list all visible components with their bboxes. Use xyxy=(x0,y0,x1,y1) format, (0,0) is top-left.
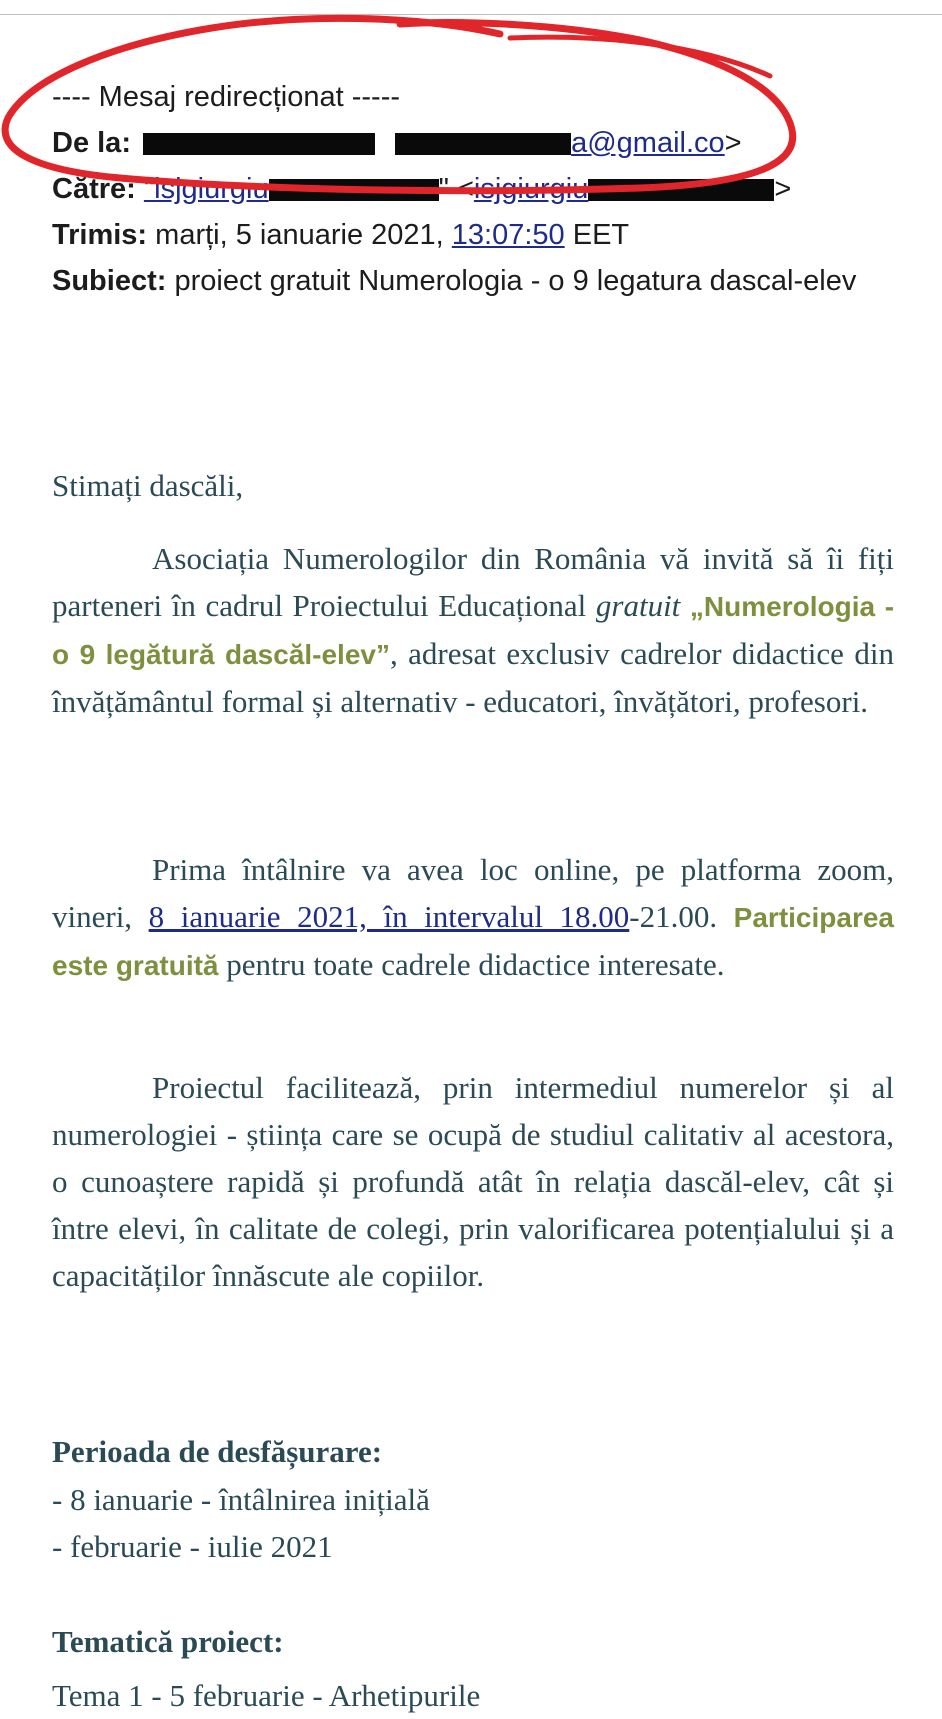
sent-date: marți, 5 ianuarie 2021, xyxy=(155,219,444,251)
from-gt: > xyxy=(724,127,742,159)
paragraph-meeting xyxy=(52,846,894,989)
meeting-date-link[interactable]: 8 ianuarie 2021, în intervalul 18.00 xyxy=(148,899,630,934)
subject-line xyxy=(52,258,894,304)
subject-label: Subiect: xyxy=(52,265,167,297)
list-item: - februarie - iulie 2021 xyxy=(52,1529,333,1564)
free-participation: Participarea este gratuită xyxy=(52,902,894,981)
redacted-sender-email xyxy=(395,133,571,155)
sent-line xyxy=(52,212,629,258)
p2-time-end: -21.00. xyxy=(629,899,718,934)
tema-line: Tema 1 - 5 februarie - Arhetipurile xyxy=(52,1678,481,1713)
section-title-perioada: Perioada de desfășurare: xyxy=(52,1434,383,1469)
section-title-tematica: Tematică proiect: xyxy=(52,1624,284,1659)
p1-italic: gratuit xyxy=(595,588,681,623)
sent-time-link[interactable]: 13:07:50 xyxy=(451,219,565,251)
to-email-text: isjgiurgiu xyxy=(473,173,589,205)
to-label: Către: xyxy=(52,173,136,205)
from-line xyxy=(52,120,742,166)
perioada-list xyxy=(52,1476,430,1570)
redacted-to-name xyxy=(269,179,439,201)
p2-text: Prima întâlnire va avea loc online, pe platforma zoom, vineri, xyxy=(52,852,894,934)
from-email-link[interactable]: a@gmail.co xyxy=(571,127,725,159)
paragraph-invitation xyxy=(52,535,894,725)
to-gt: > xyxy=(774,173,792,205)
redacted-to-email xyxy=(588,179,774,201)
project-title: „Numerologia - o 9 legătură dascăl-elev” xyxy=(52,591,895,670)
forwarded-label: ---- Mesaj redirecționat ----- xyxy=(52,81,401,113)
greeting: Stimați dascăli, xyxy=(52,468,244,503)
to-line xyxy=(52,166,791,212)
redacted-sender-name xyxy=(143,133,375,155)
to-quote-end: " < xyxy=(438,173,474,205)
subject-text: proiect gratuit Numerologia - o 9 legatura dascal-elev xyxy=(174,265,857,297)
p2-text-end: pentru toate cadrele didactice interesate. xyxy=(226,947,725,982)
top-divider xyxy=(0,14,942,15)
list-item: - 8 ianuarie - întâlnirea inițială xyxy=(52,1482,430,1517)
to-email-link[interactable] xyxy=(474,173,774,205)
sent-timezone: EET xyxy=(572,219,630,251)
sent-label: Trimis: xyxy=(52,219,148,251)
paragraph-project: Proiectul facilitează, prin intermediul numerelor și al numerologiei - știința care se ocupă de studiul calitativ al acestora, o cunoaștere rapidă și profundă atât în relația dascăl-elev, cât și între elevi, în calitate de colegi, prin valorificarea potențialului și a capacităților înnăscute ale copiilor. xyxy=(52,1070,894,1293)
from-label: De la: xyxy=(52,127,131,159)
to-name-text: "isjgiurgiu xyxy=(143,173,269,205)
p1-text: Asociația Numerologilor din România vă invită să îi fiți parteneri în cadrul Proiectului Educațional xyxy=(52,541,894,623)
to-name-link[interactable] xyxy=(144,173,439,205)
p1-text-end: , adresat exclusiv cadrelor didactice din învățământul formal și alternativ - educatori, învățători, profesori. xyxy=(52,636,894,719)
